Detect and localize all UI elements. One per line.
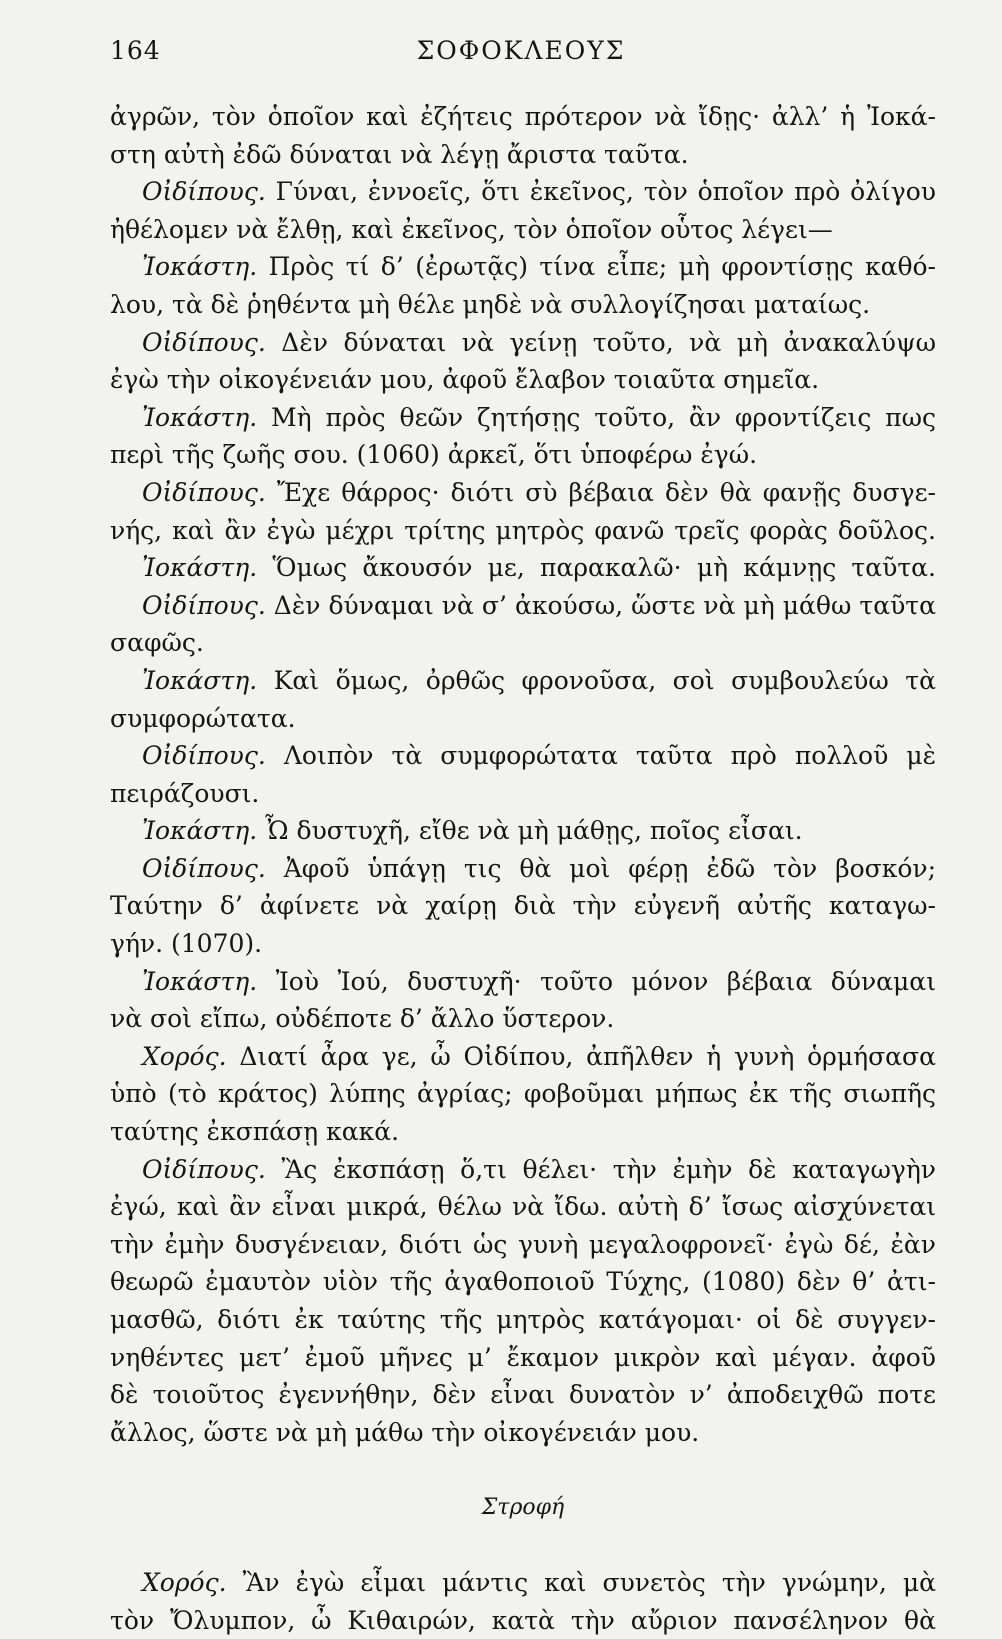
text-line [110,436,936,474]
speaker-label: Ἰοκάστη. [142,252,258,282]
line-text: δὲ τοιοῦτος ἐγεννήθην, δὲν εἶναι δυνατὸν ν’ ἀποδειχθῶ ποτε [110,1380,936,1410]
text-line [110,1376,936,1414]
speaker-label: Χορός. [142,1041,227,1071]
text-line [110,1000,936,1038]
speaker-label: Ἰοκάστη. [142,402,258,432]
line-text: θεωρῶ ἐμαυτὸν υἱὸν τῆς ἀγαθοποιοῦ Τύχης, (1080) δὲν θ’ ἀτι- [110,1267,936,1297]
text-line [110,1602,936,1639]
text-line [110,361,936,399]
line-text: Δὲν δύναμαι νὰ σ’ ἀκούσω, ὥστε νὰ μὴ μάθω ταῦτα [265,590,936,620]
text-line [110,1414,936,1452]
line-text: Ὦ δυστυχῆ, εἴθε νὰ μὴ μάθῃς, ποῖος εἶσαι. [257,816,803,846]
line-text: ἠθέλομεν νὰ ἔλθῃ, καὶ ἐκεῖνος, τὸν ὁποῖον οὗτος λέγει— [110,214,833,244]
line-text: τὴν ἐμὴν δυσγένειαν, διότι ὡς γυνὴ μεγαλοφρονεῖ· ἐγὼ δέ, ἐὰν [110,1229,936,1259]
line-text: Ἰοὺ Ἰού, δυστυχῆ· τοῦτο μόνον βέβαια δύναμαι [257,966,936,996]
blank-line [110,1527,936,1565]
text-line [110,1075,936,1113]
line-text: στη αὐτὴ ἐδῶ δύναται νὰ λέγῃ ἄριστα ταῦτα. [110,139,689,169]
line-text: νηθέντες μετ’ ἐμοῦ μῆνες μ’ ἔκαμον μικρὸν καὶ μέγαν. ἀφοῦ [110,1342,936,1372]
line-text: Ὅμως ἄκουσόν με, παρακαλῶ· μὴ κάμνῃς ταῦτα. [257,553,936,583]
text-line [110,624,936,662]
text-line [110,248,936,286]
text-line [110,850,936,888]
text-line [110,399,936,437]
page-header [110,36,932,76]
text-line [110,662,936,700]
text-line [110,775,936,813]
speaker-label: Ἰοκάστη. [142,553,258,583]
line-text: σαφῶς. [110,628,204,658]
text-line [110,1038,936,1076]
line-text: νὰ σοὶ εἴπω, οὐδέποτε δ’ ἄλλο ὕστερον. [110,1004,615,1034]
text-line [110,1151,936,1189]
text-line [110,1301,936,1339]
speaker-label: Ἰοκάστη. [142,966,258,996]
line-text: Γύναι, ἐννοεῖς, ὅτι ἐκεῖνος, τὸν ὁποῖον πρὸ ὀλίγου [265,177,936,207]
line-text: ταύτης ἐκσπάσῃ κακά. [110,1117,400,1147]
line-text: ἐγὼ τὴν οἰκογένειάν μου, ἀφοῦ ἔλαβον τοιαῦτα σημεῖα. [110,365,820,395]
text-line [110,1188,936,1226]
speaker-label: Οἰδίπους. [142,477,266,507]
line-text: Λοιπὸν τὰ συμφορώτατα ταῦτα πρὸ πολλοῦ μὲ [265,741,936,771]
blank-line [110,1451,936,1489]
line-text: τὸν Ὄλυμπον, ὦ Κιθαιρών, κατὰ τὴν αὔριον πανσέληνον θὰ [110,1605,936,1635]
speaker-label: Οἰδίπους. [142,177,266,207]
text-line [110,211,936,249]
text-line [110,1263,936,1301]
line-text: ὑπὸ (τὸ κράτος) λύπης ἀγρίας; φοβοῦμαι μήπως ἐκ τῆς σιωπῆς [110,1079,936,1109]
speaker-label: Οἰδίπους. [142,590,266,620]
page-body [110,98,936,1639]
section-heading: Στροφή [481,1494,565,1520]
line-text: Ἔχε θάρρος· διότι σὺ βέβαια δὲν θὰ φανῇς δυσγε- [265,477,936,507]
line-text: μασθῶ, διότι ἐκ ταύτης τῆς μητρὸς κατάγομαι· οἱ δὲ συγγεν- [110,1305,936,1334]
line-text: Διατί ἆρα γε, ὦ Οἰδίπου, ἀπῆλθεν ἡ γυνὴ ὁρμήσασα [226,1041,936,1071]
line-text: Πρὸς τί δ’ (ἐρωτᾷς) τίνα εἶπε; μὴ φροντίσῃς καθό- [257,252,936,282]
page-number: 164 [110,36,161,65]
line-text: νής, καὶ ἂν ἐγὼ μέχρι τρίτης μητρὸς φανῶ τρεῖς φορὰς δοῦλος. [110,515,936,545]
text-line [110,98,936,136]
line-text: Ἂν ἐγὼ εἶμαι μάντις καὶ συνετὸς τὴν γνώμην, μὰ [226,1568,936,1598]
text-line [110,512,936,550]
text-line [110,286,936,324]
text-line [110,549,936,587]
text-line [110,737,936,775]
line-text: λου, τὰ δὲ ῥηθέντα μὴ θέλε μηδὲ νὰ συλλογίζησαι ματαίως. [110,289,871,319]
text-line [110,887,936,925]
line-text: ἄλλος, ὥστε νὰ μὴ μάθω τὴν οἰκογένειάν μου. [110,1417,700,1447]
text-line [110,925,936,963]
line-text: Καὶ ὅμως, ὀρθῶς φρονοῦσα, σοὶ συμβουλεύω τὰ [257,665,936,695]
text-line [110,1564,936,1602]
text-line [110,1113,936,1151]
line-text: Μὴ πρὸς θεῶν ζητήσῃς τοῦτο, ἂν φροντίζεις πως [257,402,936,432]
line-text: ἐγώ, καὶ ἂν εἶναι μικρά, θέλω νὰ ἴδω. αὐτὴ δ’ ἴσως αἰσχύνεται [110,1192,936,1222]
line-text: Ταύτην δ’ ἀφίνετε νὰ χαίρῃ διὰ τὴν εὐγενῆ αὐτῆς καταγω- [110,891,936,921]
speaker-label: Οἰδίπους. [142,327,266,357]
text-line [110,587,936,625]
text-line [110,136,936,174]
line-text: Ἂς ἐκσπάσῃ ὅ,τι θέλει· τὴν ἐμὴν δὲ καταγωγὴν [265,1154,936,1184]
line-text: γήν. (1070). [110,929,263,959]
line-text: πειράζουσι. [110,778,260,808]
text-line [110,1339,936,1377]
text-line [110,1226,936,1264]
speaker-label: Οἰδίπους. [142,853,266,883]
text-line [110,324,936,362]
line-text: Ἀφοῦ ὑπάγῃ τις θὰ μοὶ φέρῃ ἐδῶ τὸν βοσκόν; [265,853,936,883]
text-line [110,963,936,1001]
text-line [110,812,936,850]
speaker-label: Ἰοκάστη. [142,665,258,695]
line-text: συμφορώτατα. [110,703,296,733]
speaker-label: Οἰδίπους. [142,1154,266,1184]
line-text: περὶ τῆς ζωῆς σου. (1060) ἀρκεῖ, ὅτι ὑποφέρω ἐγώ. [110,440,758,470]
text-line [110,173,936,211]
text-line [110,474,936,512]
speaker-label: Οἰδίπους. [142,741,266,771]
speaker-label: Χορός. [142,1568,227,1598]
speaker-label: Ἰοκάστη. [142,816,258,846]
running-head: ΣΟΦΟΚΛΕΟΥΣ [416,36,626,65]
text-line [110,700,936,738]
line-text: Δὲν δύναται νὰ γείνῃ τοῦτο, νὰ μὴ ἀνακαλύψω [265,327,936,357]
line-text: ἀγρῶν, τὸν ὁποῖον καὶ ἐζήτεις πρότερον νὰ ἴδῃς· ἀλλ’ ἡ Ἰοκά- [110,102,936,131]
